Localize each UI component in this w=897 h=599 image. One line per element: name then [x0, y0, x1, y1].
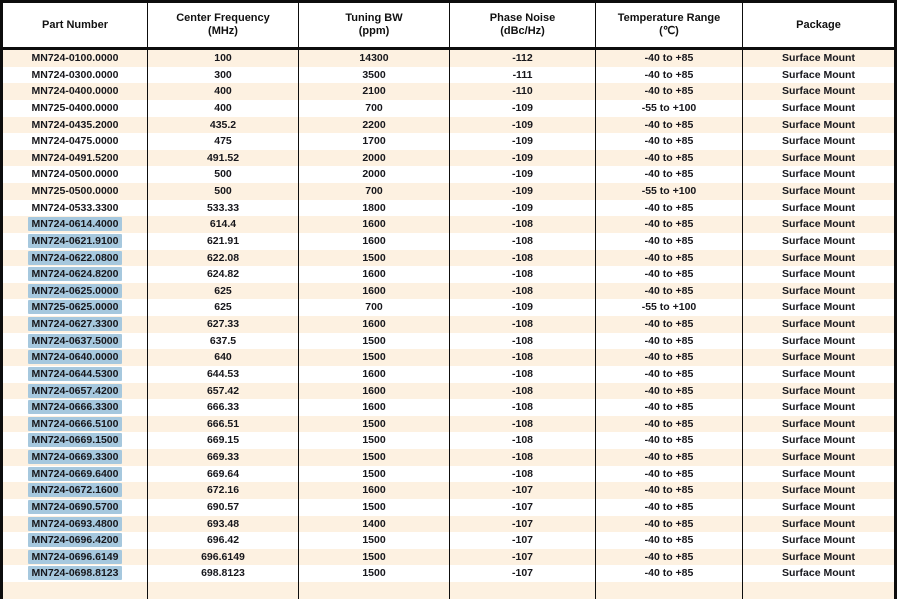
- part-number-cell: [3, 183, 148, 200]
- center-frequency-cell: 625: [148, 283, 299, 300]
- center-frequency-cell: 666.33: [148, 399, 299, 416]
- package-cell: Surface Mount: [782, 135, 855, 148]
- center-frequency-cell: 100: [148, 50, 299, 67]
- temperature-range-cell: -55 to +100: [596, 100, 743, 117]
- phase-noise-cell: -111: [450, 67, 596, 84]
- center-frequency-cell: 500: [148, 166, 299, 183]
- table-row: [3, 366, 894, 383]
- part-number-selected-text[interactable]: MN724-0669.1500: [28, 433, 123, 447]
- part-number-text[interactable]: MN724-0100.0000: [31, 52, 119, 64]
- part-number-cell: [3, 266, 148, 283]
- part-number-text[interactable]: MN724-0435.2000: [31, 118, 119, 131]
- package-cell: Surface Mount: [782, 401, 855, 414]
- tuning-bw-cell: 1600: [299, 266, 450, 283]
- temperature-range-cell: -40 to +85: [596, 565, 743, 582]
- center-frequency-cell: 627.33: [148, 316, 299, 333]
- table-row: [3, 399, 894, 416]
- part-number-cell: [3, 283, 148, 300]
- package-cell: Surface Mount: [782, 168, 855, 181]
- part-number-selected-text[interactable]: MN724-0666.5100: [28, 417, 123, 431]
- phase-noise-cell: -108: [450, 432, 596, 449]
- empty-cell: [3, 582, 148, 599]
- part-number-selected-text[interactable]: MN724-0624.8200: [28, 267, 123, 281]
- temperature-range-cell: -40 to +85: [596, 349, 743, 366]
- column-unit: (℃): [659, 25, 679, 37]
- center-frequency-cell: 500: [148, 183, 299, 200]
- temperature-range-cell: -40 to +85: [596, 516, 743, 533]
- tuning-bw-cell: 1600: [299, 366, 450, 383]
- package-cell: Surface Mount: [782, 218, 855, 231]
- part-number-cell: [3, 549, 148, 566]
- part-number-selected-text[interactable]: MN724-0644.5300: [28, 367, 123, 381]
- part-number-selected-text[interactable]: MN724-0627.3300: [28, 317, 123, 331]
- tuning-bw-cell: 2000: [299, 166, 450, 183]
- package-cell: Surface Mount: [782, 301, 855, 314]
- center-frequency-cell: 696.6149: [148, 549, 299, 566]
- part-number-cell: [3, 499, 148, 516]
- package-cell: Surface Mount: [782, 451, 855, 463]
- empty-cell: [148, 582, 299, 599]
- phase-noise-cell: -108: [450, 416, 596, 433]
- part-number-selected-text[interactable]: MN724-0698.8123: [28, 566, 123, 580]
- table-row: [3, 166, 894, 183]
- tuning-bw-cell: 1500: [299, 416, 450, 433]
- temperature-range-cell: -40 to +85: [596, 266, 743, 283]
- column-title: Center Frequency: [176, 12, 270, 24]
- tuning-bw-cell: 1500: [299, 466, 450, 483]
- phase-noise-cell: -110: [450, 83, 596, 100]
- tuning-bw-cell: 14300: [299, 50, 450, 67]
- table-row: [3, 349, 894, 366]
- center-frequency-cell: 475: [148, 133, 299, 150]
- center-frequency-cell: 533.33: [148, 200, 299, 217]
- table-row: [3, 250, 894, 267]
- temperature-range-cell: -40 to +85: [596, 233, 743, 250]
- part-number-cell: [3, 333, 148, 350]
- temperature-range-cell: -40 to +85: [596, 150, 743, 167]
- phase-noise-cell: -109: [450, 100, 596, 117]
- center-frequency-cell: 672.16: [148, 482, 299, 499]
- part-number-text[interactable]: MN724-0400.0000: [31, 85, 119, 98]
- empty-cell: [596, 582, 743, 599]
- part-number-cell: [3, 383, 148, 400]
- column-unit: (dBc/Hz): [500, 25, 545, 37]
- empty-cell: [743, 582, 894, 599]
- package-cell: Surface Mount: [782, 318, 855, 330]
- center-frequency-cell: 698.8123: [148, 565, 299, 582]
- part-number-selected-text[interactable]: MN724-0637.5000: [28, 334, 123, 348]
- tuning-bw-cell: 700: [299, 100, 450, 117]
- temperature-range-cell: -40 to +85: [596, 200, 743, 217]
- part-number-text[interactable]: MN724-0500.0000: [31, 168, 119, 181]
- center-frequency-cell: 693.48: [148, 516, 299, 533]
- part-number-cell: [3, 100, 148, 117]
- temperature-range-cell: -55 to +100: [596, 299, 743, 316]
- center-frequency-cell: 696.42: [148, 532, 299, 549]
- table-row: [3, 565, 894, 582]
- phase-noise-cell: -107: [450, 532, 596, 549]
- temperature-range-cell: -40 to +85: [596, 399, 743, 416]
- package-cell: Surface Mount: [782, 434, 855, 447]
- package-cell: Surface Mount: [782, 351, 855, 364]
- part-number-selected-text[interactable]: MN724-0614.4000: [28, 217, 123, 231]
- part-number-cell: [3, 233, 148, 250]
- phase-noise-cell: -108: [450, 399, 596, 416]
- part-number-cell: [3, 117, 148, 134]
- part-number-cell: [3, 216, 148, 233]
- empty-cell: [450, 582, 596, 599]
- column-header-center-frequency: [148, 3, 299, 47]
- package-cell: Surface Mount: [782, 118, 855, 131]
- table-body: [3, 50, 894, 599]
- part-number-cell: [3, 150, 148, 167]
- phase-noise-cell: -108: [450, 283, 596, 300]
- table-row: [3, 133, 894, 150]
- part-number-cell: [3, 299, 148, 316]
- phase-noise-cell: -109: [450, 133, 596, 150]
- phase-noise-cell: -109: [450, 117, 596, 134]
- part-number-text[interactable]: MN724-0475.0000: [31, 135, 119, 148]
- package-cell: Surface Mount: [782, 417, 855, 430]
- part-number-selected-text[interactable]: MN724-0696.6149: [28, 550, 123, 564]
- part-number-text[interactable]: MN725-0400.0000: [31, 101, 119, 114]
- part-number-selected-text[interactable]: MN724-0693.4800: [28, 517, 123, 531]
- tuning-bw-cell: 1600: [299, 316, 450, 333]
- part-number-cell: [3, 349, 148, 366]
- column-unit: (MHz): [208, 25, 238, 37]
- temperature-range-cell: -40 to +85: [596, 366, 743, 383]
- center-frequency-cell: 666.51: [148, 416, 299, 433]
- phase-noise-cell: -107: [450, 499, 596, 516]
- part-number-cell: [3, 316, 148, 333]
- temperature-range-cell: -40 to +85: [596, 416, 743, 433]
- table-row: [3, 383, 894, 400]
- tuning-bw-cell: 1500: [299, 549, 450, 566]
- tuning-bw-cell: 1500: [299, 250, 450, 267]
- tuning-bw-cell: 700: [299, 299, 450, 316]
- empty-cell: [299, 582, 450, 599]
- part-number-cell: [3, 532, 148, 549]
- part-number-text[interactable]: MN724-0491.5200: [31, 151, 119, 164]
- column-header-phase-noise: [450, 3, 596, 47]
- table-row: [3, 449, 894, 466]
- center-frequency-cell: 435.2: [148, 117, 299, 134]
- table-row: [3, 549, 894, 566]
- column-title: Phase Noise: [489, 12, 556, 24]
- package-cell: Surface Mount: [782, 268, 855, 281]
- temperature-range-cell: -40 to +85: [596, 83, 743, 100]
- temperature-range-cell: -40 to +85: [596, 532, 743, 549]
- center-frequency-cell: 625: [148, 299, 299, 316]
- package-cell: Surface Mount: [782, 234, 855, 247]
- table-row: [3, 499, 894, 516]
- phase-noise-cell: -108: [450, 216, 596, 233]
- package-cell: Surface Mount: [782, 251, 855, 264]
- part-number-cell: [3, 565, 148, 582]
- table-header: [3, 3, 894, 50]
- package-cell: Surface Mount: [782, 85, 855, 98]
- phase-noise-cell: -107: [450, 565, 596, 582]
- part-number-cell: [3, 67, 148, 84]
- temperature-range-cell: -40 to +85: [596, 166, 743, 183]
- phase-noise-cell: -109: [450, 200, 596, 217]
- phase-noise-cell: -109: [450, 166, 596, 183]
- temperature-range-cell: -40 to +85: [596, 333, 743, 350]
- table-row: [3, 150, 894, 167]
- table-row: [3, 416, 894, 433]
- temperature-range-cell: -40 to +85: [596, 133, 743, 150]
- center-frequency-cell: 669.64: [148, 466, 299, 483]
- phase-noise-cell: -107: [450, 549, 596, 566]
- temperature-range-cell: -40 to +85: [596, 499, 743, 516]
- center-frequency-cell: 624.82: [148, 266, 299, 283]
- tuning-bw-cell: 1800: [299, 200, 450, 217]
- package-cell: Surface Mount: [782, 284, 855, 297]
- part-number-selected-text[interactable]: MN724-0621.9100: [28, 234, 123, 248]
- part-number-cell: [3, 399, 148, 416]
- phase-noise-cell: -108: [450, 316, 596, 333]
- part-number-selected-text[interactable]: MN724-0657.4200: [28, 384, 123, 398]
- package-cell: Surface Mount: [782, 534, 855, 547]
- tuning-bw-cell: 1700: [299, 133, 450, 150]
- temperature-range-cell: -40 to +85: [596, 250, 743, 267]
- table-row: [3, 233, 894, 250]
- tuning-bw-cell: 1600: [299, 399, 450, 416]
- center-frequency-cell: 622.08: [148, 250, 299, 267]
- part-number-selected-text[interactable]: MN724-0696.4200: [28, 533, 123, 547]
- phase-noise-cell: -108: [450, 383, 596, 400]
- temperature-range-cell: -40 to +85: [596, 316, 743, 333]
- package-cell: Surface Mount: [782, 517, 855, 530]
- phase-noise-cell: -112: [450, 50, 596, 67]
- temperature-range-cell: -55 to +100: [596, 183, 743, 200]
- tuning-bw-cell: 1500: [299, 499, 450, 516]
- phase-noise-cell: -108: [450, 250, 596, 267]
- tuning-bw-cell: 1600: [299, 233, 450, 250]
- part-number-selected-text[interactable]: MN724-0640.0000: [28, 350, 123, 364]
- part-number-cell: [3, 482, 148, 499]
- package-cell: Surface Mount: [782, 151, 855, 164]
- part-number-cell: [3, 133, 148, 150]
- part-number-cell: [3, 432, 148, 449]
- table-row: [3, 200, 894, 217]
- table-row-partial: [3, 582, 894, 599]
- tuning-bw-cell: 1500: [299, 532, 450, 549]
- package-cell: Surface Mount: [782, 52, 855, 64]
- phase-noise-cell: -108: [450, 366, 596, 383]
- package-cell: Surface Mount: [782, 185, 855, 197]
- table-row: [3, 183, 894, 200]
- center-frequency-cell: 621.91: [148, 233, 299, 250]
- package-cell: Surface Mount: [782, 567, 855, 580]
- center-frequency-cell: 640: [148, 349, 299, 366]
- part-number-text[interactable]: MN724-0533.3300: [31, 201, 119, 214]
- tuning-bw-cell: 1600: [299, 383, 450, 400]
- temperature-range-cell: -40 to +85: [596, 432, 743, 449]
- part-number-text[interactable]: MN724-0300.0000: [31, 68, 119, 81]
- table-row: [3, 482, 894, 499]
- column-title: Tuning BW: [345, 12, 403, 24]
- column-header-package: [743, 3, 894, 47]
- center-frequency-cell: 400: [148, 83, 299, 100]
- phase-noise-cell: -109: [450, 299, 596, 316]
- tuning-bw-cell: 1400: [299, 516, 450, 533]
- center-frequency-cell: 400: [148, 100, 299, 117]
- phase-noise-cell: -108: [450, 449, 596, 466]
- tuning-bw-cell: 1500: [299, 349, 450, 366]
- phase-noise-cell: -108: [450, 233, 596, 250]
- table-row: [3, 466, 894, 483]
- package-cell: Surface Mount: [782, 201, 855, 214]
- part-number-selected-text[interactable]: MN724-0622.0800: [28, 251, 123, 265]
- package-cell: Surface Mount: [782, 550, 855, 563]
- tuning-bw-cell: 2000: [299, 150, 450, 167]
- part-number-text[interactable]: MN725-0500.0000: [31, 185, 119, 197]
- part-number-selected-text[interactable]: MN724-0666.3300: [28, 400, 123, 414]
- part-number-selected-text[interactable]: MN724-0669.3300: [28, 450, 123, 464]
- center-frequency-cell: 669.15: [148, 432, 299, 449]
- column-unit: (ppm): [358, 25, 390, 37]
- table-row: [3, 216, 894, 233]
- column-header-tuning-bw: [299, 3, 450, 47]
- table-row: [3, 333, 894, 350]
- part-number-selected-text[interactable]: MN724-0672.1600: [28, 483, 123, 497]
- table-row: [3, 83, 894, 100]
- center-frequency-cell: 637.5: [148, 333, 299, 350]
- center-frequency-cell: 300: [148, 67, 299, 84]
- package-cell: Surface Mount: [782, 68, 855, 81]
- part-number-cell: [3, 416, 148, 433]
- column-header-part-number: [3, 3, 148, 47]
- part-number-selected-text[interactable]: MN724-0690.5700: [28, 500, 123, 514]
- temperature-range-cell: -40 to +85: [596, 466, 743, 483]
- table-row: [3, 299, 894, 316]
- package-cell: Surface Mount: [782, 484, 855, 497]
- phase-noise-cell: -108: [450, 266, 596, 283]
- package-cell: Surface Mount: [782, 334, 855, 347]
- table-row: [3, 266, 894, 283]
- table-row: [3, 67, 894, 84]
- package-cell: Surface Mount: [782, 384, 855, 397]
- package-cell: Surface Mount: [782, 467, 855, 480]
- package-cell: Surface Mount: [782, 101, 855, 114]
- table-row: [3, 283, 894, 300]
- temperature-range-cell: -40 to +85: [596, 482, 743, 499]
- temperature-range-cell: -40 to +85: [596, 216, 743, 233]
- center-frequency-cell: 614.4: [148, 216, 299, 233]
- temperature-range-cell: -40 to +85: [596, 50, 743, 67]
- column-title: Part Number: [41, 18, 109, 31]
- part-number-cell: [3, 200, 148, 217]
- part-number-cell: [3, 50, 148, 67]
- column-title: Package: [796, 18, 841, 31]
- table-row: [3, 432, 894, 449]
- part-number-cell: [3, 366, 148, 383]
- tuning-bw-cell: 1500: [299, 432, 450, 449]
- table-row: [3, 100, 894, 117]
- tuning-bw-cell: 1500: [299, 449, 450, 466]
- phase-noise-cell: -107: [450, 482, 596, 499]
- phase-noise-cell: -107: [450, 516, 596, 533]
- temperature-range-cell: -40 to +85: [596, 449, 743, 466]
- package-cell: Surface Mount: [782, 367, 855, 380]
- tuning-bw-cell: 2100: [299, 83, 450, 100]
- tuning-bw-cell: 700: [299, 183, 450, 200]
- temperature-range-cell: -40 to +85: [596, 383, 743, 400]
- table-row: [3, 532, 894, 549]
- phase-noise-cell: -108: [450, 349, 596, 366]
- tuning-bw-cell: 1600: [299, 216, 450, 233]
- center-frequency-cell: 491.52: [148, 150, 299, 167]
- part-number-selected-text[interactable]: MN724-0625.0000: [28, 284, 123, 298]
- phase-noise-cell: -108: [450, 333, 596, 350]
- column-title: Temperature Range: [617, 12, 721, 24]
- table-row: [3, 50, 894, 67]
- part-number-cell: [3, 83, 148, 100]
- part-number-selected-text[interactable]: MN725-0625.0000: [28, 300, 123, 314]
- tuning-bw-cell: 1500: [299, 565, 450, 582]
- tuning-bw-cell: 3500: [299, 67, 450, 84]
- temperature-range-cell: -40 to +85: [596, 117, 743, 134]
- phase-noise-cell: -109: [450, 183, 596, 200]
- phase-noise-cell: -109: [450, 150, 596, 167]
- tuning-bw-cell: 1500: [299, 333, 450, 350]
- part-number-cell: [3, 250, 148, 267]
- part-number-cell: [3, 516, 148, 533]
- table-row: [3, 316, 894, 333]
- tuning-bw-cell: 2200: [299, 117, 450, 134]
- center-frequency-cell: 657.42: [148, 383, 299, 400]
- package-cell: Surface Mount: [782, 500, 855, 513]
- tuning-bw-cell: 1600: [299, 283, 450, 300]
- phase-noise-cell: -108: [450, 466, 596, 483]
- tuning-bw-cell: 1600: [299, 482, 450, 499]
- center-frequency-cell: 644.53: [148, 366, 299, 383]
- part-number-cell: [3, 466, 148, 483]
- center-frequency-cell: 669.33: [148, 449, 299, 466]
- temperature-range-cell: -40 to +85: [596, 549, 743, 566]
- column-header-temperature-range: [596, 3, 743, 47]
- part-number-cell: [3, 166, 148, 183]
- part-number-selected-text[interactable]: MN724-0669.6400: [28, 467, 123, 481]
- center-frequency-cell: 690.57: [148, 499, 299, 516]
- temperature-range-cell: -40 to +85: [596, 67, 743, 84]
- table-row: [3, 117, 894, 134]
- part-number-cell: [3, 449, 148, 466]
- temperature-range-cell: -40 to +85: [596, 283, 743, 300]
- table-row: [3, 516, 894, 533]
